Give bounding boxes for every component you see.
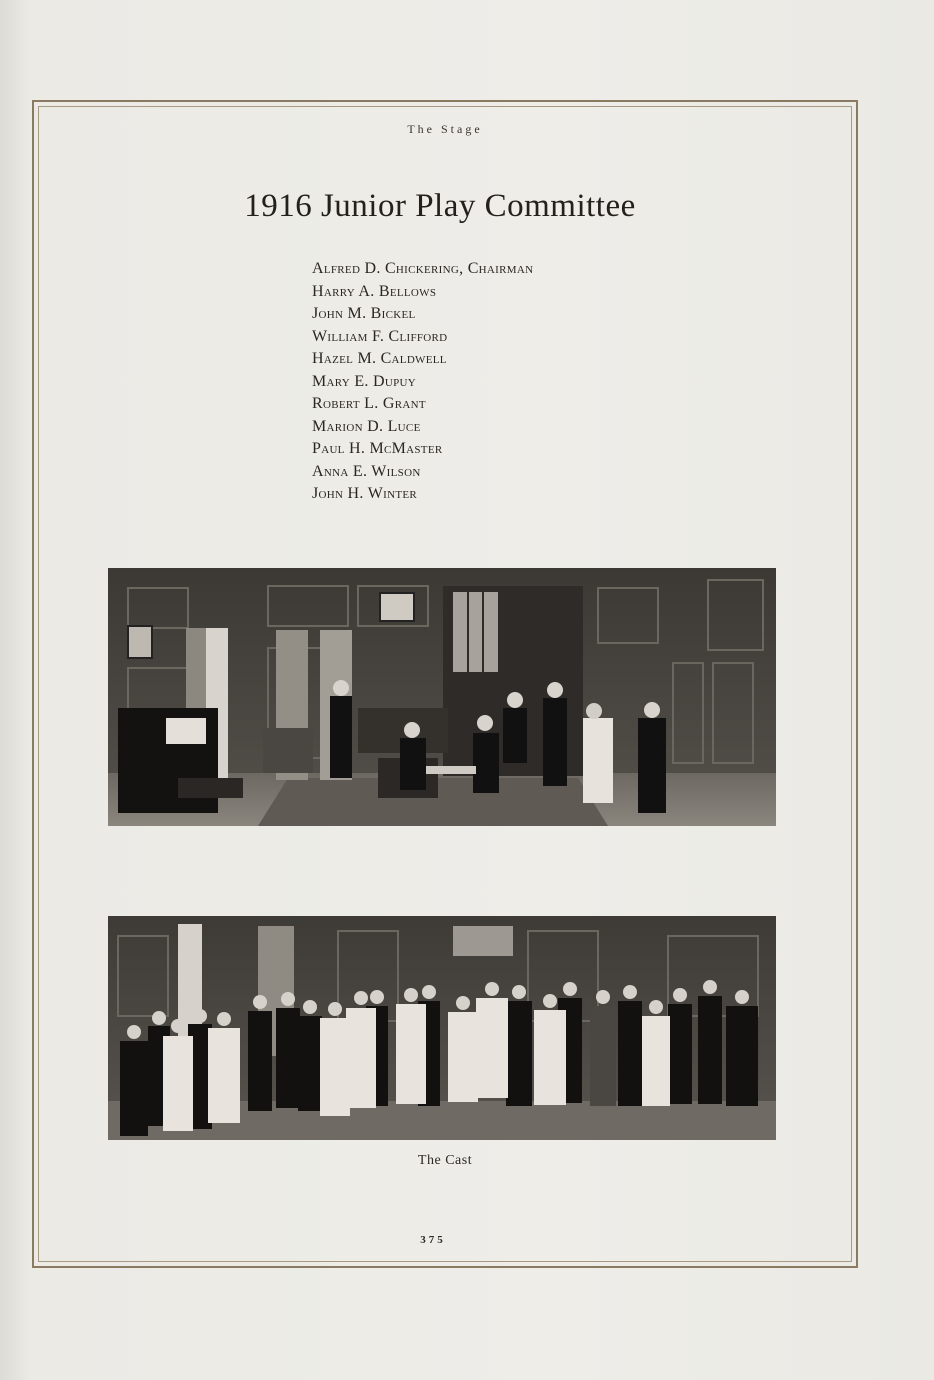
page-title: 1916 Junior Play Committee [244,188,636,224]
cast-caption: The Cast [417,1153,473,1168]
committee-list [312,258,533,506]
cast-image [108,916,776,1140]
committee-member: John M. Bickel [312,305,416,322]
committee-member: Alfred D. Chickering, Chairman [312,260,534,277]
stage-scene-image [108,568,776,826]
page-number: 375 [420,1234,446,1246]
committee-member: Marion D. Luce [312,417,421,435]
committee-member: Anna E. Wilson [312,462,421,480]
committee-member: Mary E. Dupuy [312,372,417,390]
committee-member: Hazel M. Caldwell [312,350,447,367]
committee-member: John H. Winter [312,485,418,502]
committee-member: Harry A. Bellows [312,282,437,300]
stage-scene-photo [108,568,776,826]
committee-member: William F. Clifford [312,327,448,345]
committee-member: Robert L. Grant [312,395,426,412]
committee-member: Paul H. McMaster [312,440,443,457]
running-head: The Stage [407,122,483,136]
cast-photo [108,916,776,1140]
